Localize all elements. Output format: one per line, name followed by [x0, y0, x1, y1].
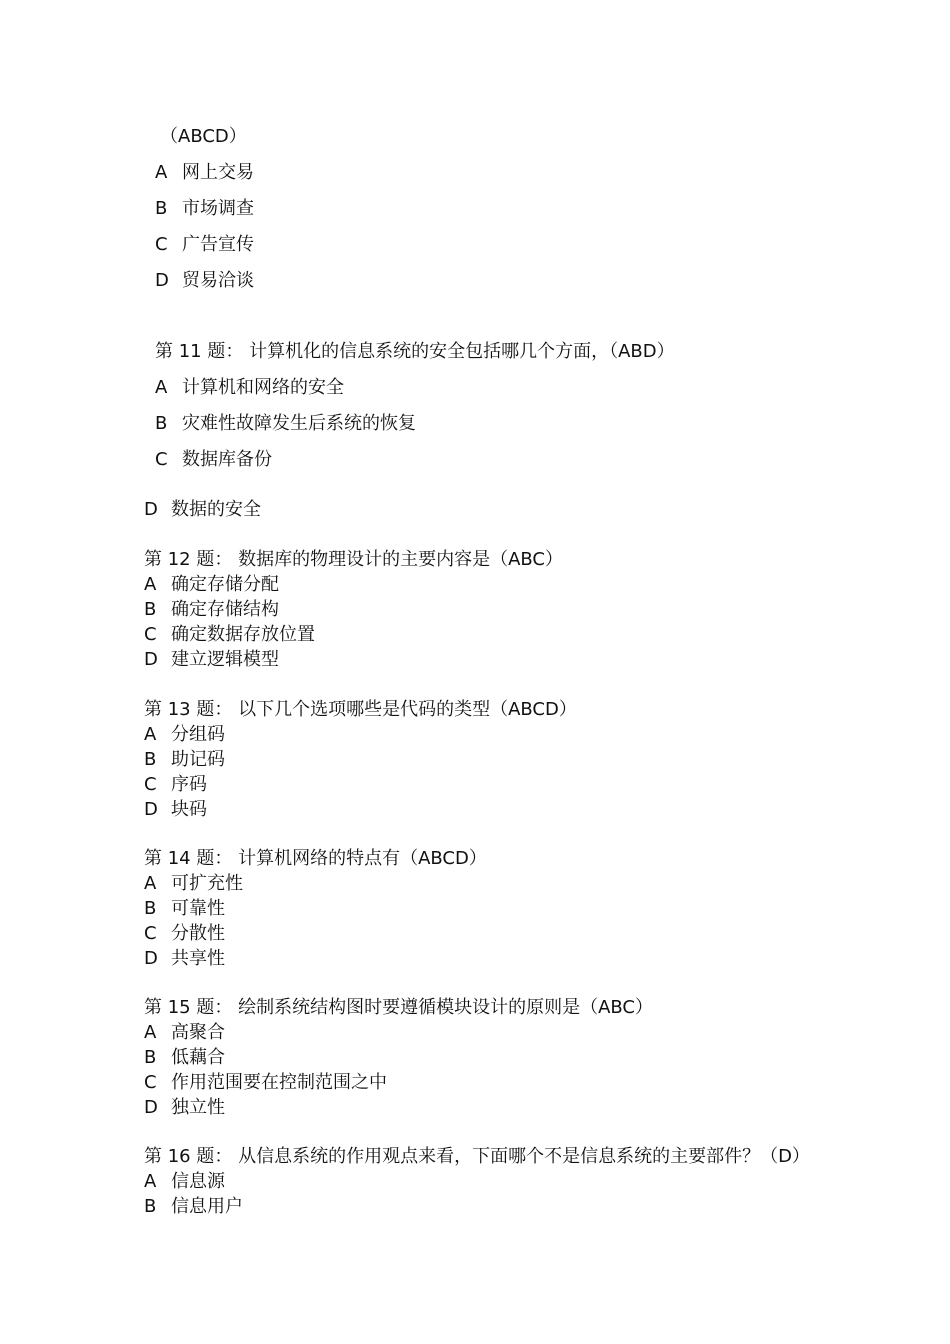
option-d: D 数据的安全: [144, 499, 261, 520]
option-a: A 分组码: [144, 724, 225, 745]
option-d: D 共享性: [144, 948, 225, 969]
option-a: A 网上交易: [155, 162, 254, 183]
question-11-title: 第 11 题： 计算机化的信息系统的安全包括哪几个方面，（ABD）: [155, 341, 675, 362]
option-c: C 作用范围要在控制范围之中: [144, 1072, 387, 1093]
option-b: B 信息用户: [144, 1196, 243, 1217]
option-a: A 高聚合: [144, 1022, 225, 1043]
answer-key: （ABCD）: [160, 126, 247, 147]
option-b: B 低藕合: [144, 1047, 225, 1068]
option-c: C 广告宣传: [155, 234, 254, 255]
option-a: A 信息源: [144, 1171, 225, 1192]
option-d: D 独立性: [144, 1097, 225, 1118]
option-a: A 可扩充性: [144, 873, 243, 894]
option-c: C 分散性: [144, 923, 225, 944]
option-d: D 建立逻辑模型: [144, 649, 279, 670]
option-a: A 计算机和网络的安全: [155, 377, 344, 398]
option-c: C 数据库备份: [155, 449, 272, 470]
question-16-title: 第 16 题： 从信息系统的作用观点来看，下面哪个不是信息系统的主要部件？（D）: [144, 1146, 810, 1167]
option-b: B 市场调查: [155, 198, 254, 219]
option-b: B 灾难性故障发生后系统的恢复: [155, 413, 416, 434]
option-a: A 确定存储分配: [144, 574, 279, 595]
option-d: D 贸易洽谈: [155, 270, 254, 291]
option-d: D 块码: [144, 799, 207, 820]
question-13-title: 第 13 题： 以下几个选项哪些是代码的类型（ABCD）: [144, 699, 577, 720]
option-b: B 可靠性: [144, 898, 225, 919]
option-b: B 助记码: [144, 749, 225, 770]
option-c: C 确定数据存放位置: [144, 624, 315, 645]
question-12-title: 第 12 题： 数据库的物理设计的主要内容是（ABC）: [144, 549, 563, 570]
question-14-title: 第 14 题： 计算机网络的特点有（ABCD）: [144, 848, 487, 869]
option-b: B 确定存储结构: [144, 599, 279, 620]
question-15-title: 第 15 题： 绘制系统结构图时要遵循模块设计的原则是（ABC）: [144, 997, 653, 1018]
option-c: C 序码: [144, 774, 207, 795]
